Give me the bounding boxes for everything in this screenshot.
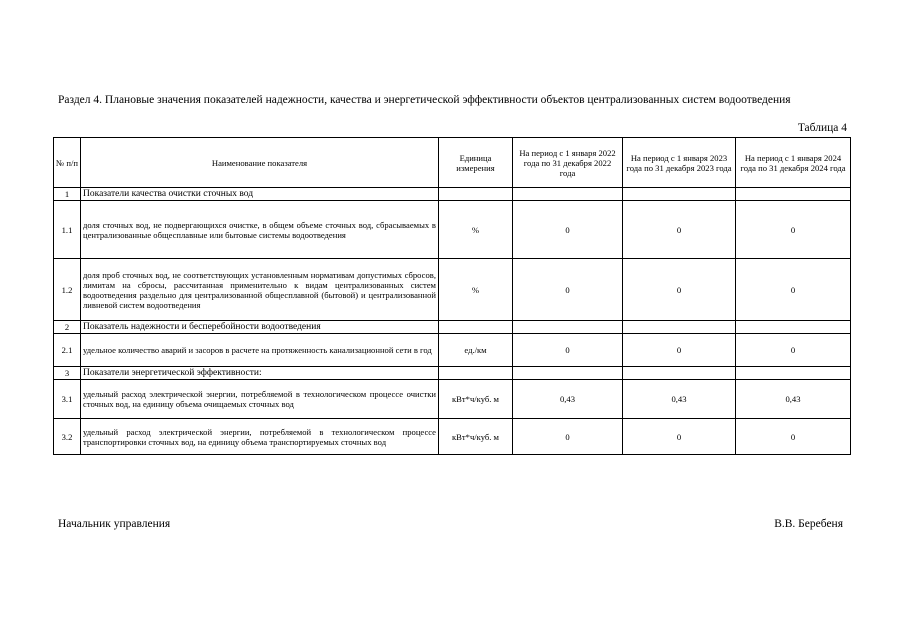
indicator-name: удельный расход электрической энергии, потребляемой в технологическом процессе транспортировки сточных вод, на единицу объема транспортируемых сточных вод: [81, 419, 439, 455]
value-2024: 0: [736, 201, 851, 259]
value-2023: 0,43: [623, 380, 736, 419]
section-row: [54, 321, 851, 334]
empty-cell: [736, 367, 851, 380]
section-title: Показатель надежности и бесперебойности водоотведения: [81, 321, 439, 334]
header-period-2024: На период с 1 января 2024 года по 31 декабря 2024 года: [736, 138, 851, 188]
value-2022: 0: [513, 259, 623, 321]
header-period-2023: На период с 1 января 2023 года по 31 декабря 2023 года: [623, 138, 736, 188]
indicator-unit: %: [439, 259, 513, 321]
value-2024: 0: [736, 334, 851, 367]
value-2024: 0,43: [736, 380, 851, 419]
section-num: 2: [54, 321, 81, 334]
row-num: 2.1: [54, 334, 81, 367]
indicator-name: доля сточных вод, не подвергающихся очистке, в общем объеме сточных вод, сбрасываемых в централизованные общесплавные или бытовые системы водоотведения: [81, 201, 439, 259]
table-row: [54, 334, 851, 367]
indicators-table: [53, 137, 851, 455]
row-num: 3.2: [54, 419, 81, 455]
row-num: 1.2: [54, 259, 81, 321]
header-unit: Единица измерения: [439, 138, 513, 188]
value-2024: 0: [736, 419, 851, 455]
indicator-unit: кВт*ч/куб. м: [439, 380, 513, 419]
indicator-unit: кВт*ч/куб. м: [439, 419, 513, 455]
indicator-name: удельный расход электрической энергии, потребляемой в технологическом процессе очистки сточных вод, на единицу объема очищаемых сточных вод: [81, 380, 439, 419]
value-2023: 0: [623, 201, 736, 259]
section-title: Показатели качества очистки сточных вод: [81, 188, 439, 201]
value-2023: 0: [623, 334, 736, 367]
indicator-name: доля проб сточных вод, не соответствующих установленным нормативам допустимых сбросов, лимитам на сбросы, рассчитанная применительно к видам централизованных систем водоотведения раздельно для централизованной общесплавной (бытовой) и централизованной ливневой систем водоотведения: [81, 259, 439, 321]
signatory-position: Начальник управления: [58, 518, 171, 530]
table-row: [54, 259, 851, 321]
indicator-name: удельное количество аварий и засоров в расчете на протяженность канализационной сети в год: [81, 334, 439, 367]
header-name: Наименование показателя: [81, 138, 439, 188]
value-2022: 0: [513, 334, 623, 367]
empty-cell: [439, 188, 513, 201]
table-row: [54, 419, 851, 455]
empty-cell: [439, 367, 513, 380]
section-num: 1: [54, 188, 81, 201]
indicator-unit: %: [439, 201, 513, 259]
empty-cell: [736, 188, 851, 201]
value-2022: 0: [513, 201, 623, 259]
row-num: 3.1: [54, 380, 81, 419]
value-2022: 0: [513, 419, 623, 455]
value-2023: 0: [623, 419, 736, 455]
table-row: [54, 380, 851, 419]
empty-cell: [736, 321, 851, 334]
value-2022: 0,43: [513, 380, 623, 419]
section-row: [54, 367, 851, 380]
row-num: 1.1: [54, 201, 81, 259]
table-row: [54, 201, 851, 259]
section-title: Показатели энергетической эффективности:: [81, 367, 439, 380]
empty-cell: [513, 321, 623, 334]
header-num: № п/п: [54, 138, 81, 188]
section-heading: Раздел 4. Плановые значения показателей надежности, качества и энергетической эффективности объектов централизованных систем водоотведения: [58, 94, 791, 106]
section-num: 3: [54, 367, 81, 380]
empty-cell: [513, 367, 623, 380]
empty-cell: [513, 188, 623, 201]
header-row: [54, 138, 851, 188]
indicator-unit: ед./км: [439, 334, 513, 367]
table-label: Таблица 4: [797, 122, 847, 134]
empty-cell: [439, 321, 513, 334]
value-2024: 0: [736, 259, 851, 321]
value-2023: 0: [623, 259, 736, 321]
signatory-name: В.В. Беребеня: [774, 518, 843, 530]
section-row: [54, 188, 851, 201]
header-period-2022: На период с 1 января 2022 года по 31 декабря 2022 года: [513, 138, 623, 188]
empty-cell: [623, 367, 736, 380]
empty-cell: [623, 321, 736, 334]
empty-cell: [623, 188, 736, 201]
